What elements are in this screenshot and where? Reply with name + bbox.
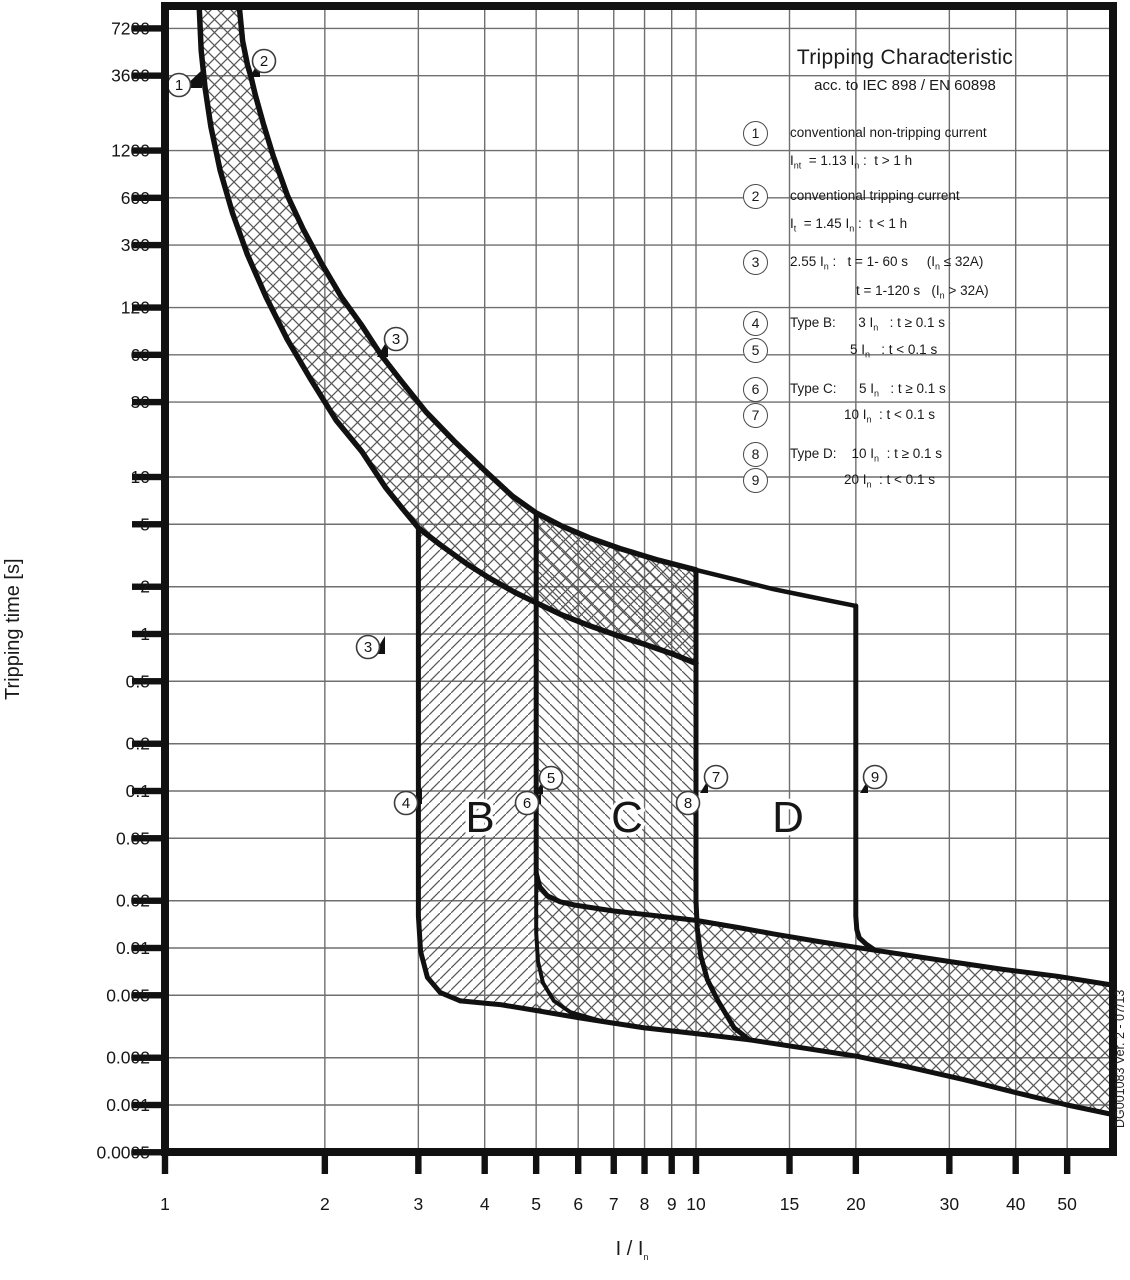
legend-item-number: 1 [743, 121, 768, 146]
y-tick-label: 0.05 [115, 828, 150, 849]
legend-item-number: 9 [743, 468, 768, 493]
x-tick-label: 15 [779, 1194, 800, 1214]
marker-number-4: 4 [401, 795, 411, 813]
legend-item-text: $I_{nt} = 1.13$ $I_n$ : t > 1 h [790, 153, 913, 171]
y-tick-label: 0.005 [106, 985, 150, 1006]
x-tick-label: 50 [1057, 1194, 1077, 1214]
x-tick-label: 5 [531, 1194, 542, 1214]
y-tick-label: 10 [130, 467, 150, 487]
watermark-text: DG001083 Ver. 2 - 07/13 [1113, 989, 1127, 1128]
legend-item-number: 3 [743, 250, 768, 275]
y-tick-label: 0.0005 [96, 1142, 150, 1163]
x-tick-label: 3 [413, 1194, 424, 1214]
marker-number-8: 8 [683, 795, 693, 813]
marker-number-7: 7 [711, 769, 721, 787]
x-axis-title: I / $I_n$ [615, 1238, 649, 1262]
marker-number-1: 1 [174, 77, 184, 95]
legend-item-text: 5 $I_n$ : t < 0.1 s [850, 342, 938, 360]
y-tick-label: 0.001 [106, 1095, 150, 1115]
legend-item-text: 20 $I_n$ : t < 0.1 s [844, 472, 935, 490]
legend-item-text: Type D: 10 $I_n$ : t ≥ 0.1 s [790, 446, 942, 464]
zone-label-d: D [772, 793, 804, 842]
legend-item-text: 2.55 $I_n$ : t = 1- 60 s $(I_n \le 32A)$ [790, 254, 984, 272]
x-tick-label: 9 [666, 1194, 677, 1214]
zone-label-b: B [465, 793, 495, 842]
x-tick-label: 8 [639, 1194, 650, 1214]
page-title: Tripping Characteristic [796, 46, 1014, 69]
legend-item-text: Type B: 3 $I_n$ : t ≥ 0.1 s [790, 315, 945, 333]
y-tick-label: 120 [120, 297, 150, 318]
legend-item-text: $I_t = 1.45$ $I_n$ : t < 1 h [790, 216, 908, 234]
y-tick-label: 60 [130, 344, 150, 365]
y-tick-label: 300 [120, 235, 150, 256]
legend-item-number: 4 [743, 311, 768, 336]
x-tick-label: 40 [1005, 1194, 1026, 1214]
page-subtitle: acc. to IEC 898 / EN 60898 [814, 77, 996, 94]
y-tick-label: 0.5 [125, 671, 150, 692]
legend-item-number: 7 [743, 403, 768, 428]
curve-type-d-upper-line [696, 570, 856, 606]
legend-item-text: conventional non-tripping current [790, 125, 987, 140]
y-tick-label: 0.2 [125, 733, 150, 754]
x-tick-label: 6 [573, 1194, 584, 1214]
y-tick-label: 0.01 [115, 938, 150, 958]
legend-item-number: 2 [743, 184, 768, 209]
zone-label-c: C [611, 793, 643, 842]
x-tick-label: 30 [939, 1194, 960, 1214]
x-tick-label: 7 [608, 1194, 619, 1214]
x-tick-label: 2 [319, 1194, 330, 1214]
marker-number-6: 6 [522, 795, 532, 813]
marker-number-2: 2 [259, 53, 269, 71]
y-tick-label: 7200 [111, 18, 150, 39]
y-axis-title: Tripping time [s] [2, 558, 24, 700]
region-zone-c-region [536, 513, 696, 920]
legend-item-text: t = 1-120 s $(I_n > 32A)$ [856, 283, 989, 301]
legend-item-text: 10 $I_n$ : t < 0.1 s [844, 407, 935, 425]
x-tick-label: 4 [479, 1194, 490, 1214]
marker-number-3: 3 [363, 639, 373, 657]
marker-number-3: 3 [391, 331, 401, 349]
x-tick-label: 20 [846, 1194, 866, 1214]
legend [743, 0, 1123, 520]
y-tick-label: 3600 [111, 65, 150, 86]
y-tick-label: 2 [140, 576, 150, 597]
legend-item-number: 5 [743, 338, 768, 363]
x-tick-label: 1 [160, 1194, 170, 1214]
y-tick-label: 5 [140, 514, 150, 535]
legend-item-text: conventional tripping current [790, 188, 960, 203]
marker-number-5: 5 [546, 770, 556, 788]
legend-item-text: Type C: 5 $I_n$ : t ≥ 0.1 s [790, 381, 946, 399]
y-tick-label: 0.02 [115, 890, 150, 911]
y-tick-label: 1200 [111, 140, 150, 161]
y-tick-label: 0.002 [106, 1047, 150, 1068]
legend-item-number: 8 [743, 442, 768, 467]
x-tick-label: 10 [686, 1194, 706, 1214]
y-tick-label: 30 [130, 392, 150, 413]
y-tick-label: 1 [140, 624, 150, 644]
marker-number-9: 9 [870, 769, 880, 787]
legend-item-number: 6 [743, 377, 768, 402]
y-tick-label: 600 [120, 187, 150, 208]
y-tick-label: 0.1 [125, 781, 150, 801]
region-zone-b-region [418, 528, 536, 1011]
